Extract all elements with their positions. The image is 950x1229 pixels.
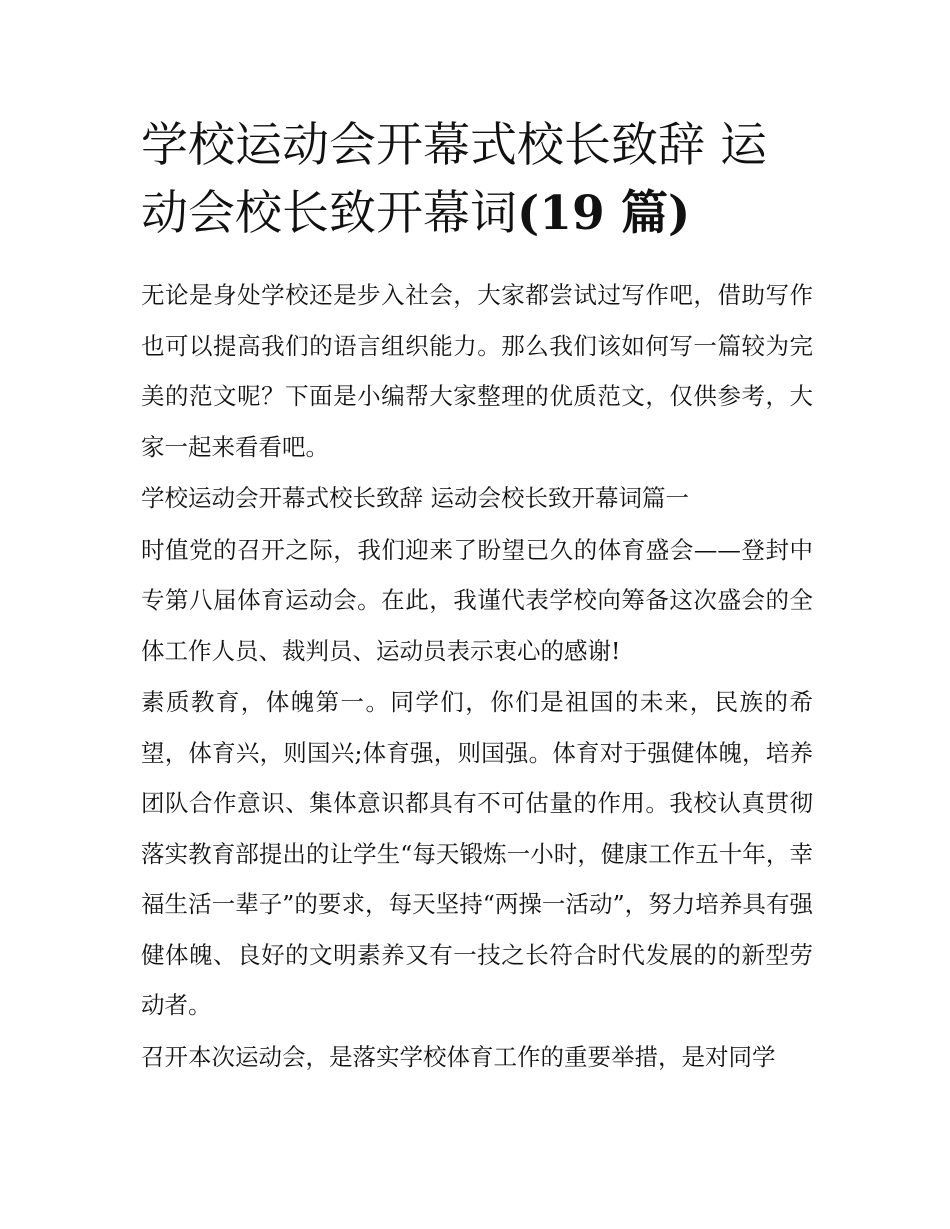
document-title-suffix: (19 篇) xyxy=(517,186,691,241)
body-paragraph: 时值党的召开之际，我们迎来了盼望已久的体育盛会——登封中专第八届体育运动会。在此，我谨代表学校向筹备这次盛会的全体工作人员、裁判员、运动员表示衷心的感谢! xyxy=(141,535,813,665)
body-paragraph: 召开本次运动会，是落实学校体育工作的重要举措，是对同学 xyxy=(141,1042,776,1071)
intro-paragraph: 无论是身处学校还是步入社会，大家都尝试过写作吧，借助写作也可以提高我们的语言组织能力。那么我们该如何写一篇较为完美的范文呢？下面是小编帮大家整理的优质范文，仅供参考，大家一起来看看吧。 xyxy=(141,281,813,461)
document-body xyxy=(141,270,813,1082)
body-paragraph: 素质教育，体魄第一。同学们，你们是祖国的未来，民族的希望，体育兴，则国兴;体育强，则国强。体育对于强健体魄，培养团队合作意识、集体意识都具有不可估量的作用。我校认真贯彻落实教育部提出的让学生“每天锻炼一小时，健康工作五十年，幸福生活一辈子”的要求，每天坚持“两操一活动”，努力培养具有强健体魄、良好的文明素养又有一技之长符合时代发展的的新型劳动者。 xyxy=(141,688,813,1019)
document-page xyxy=(141,112,813,1083)
document-title xyxy=(141,112,813,248)
document-title-main: 学校运动会开幕式校长致辞 运动会校长致开幕词 xyxy=(141,118,767,241)
section-heading: 学校运动会开幕式校长致辞 运动会校长致开幕词篇一 xyxy=(141,484,689,512)
